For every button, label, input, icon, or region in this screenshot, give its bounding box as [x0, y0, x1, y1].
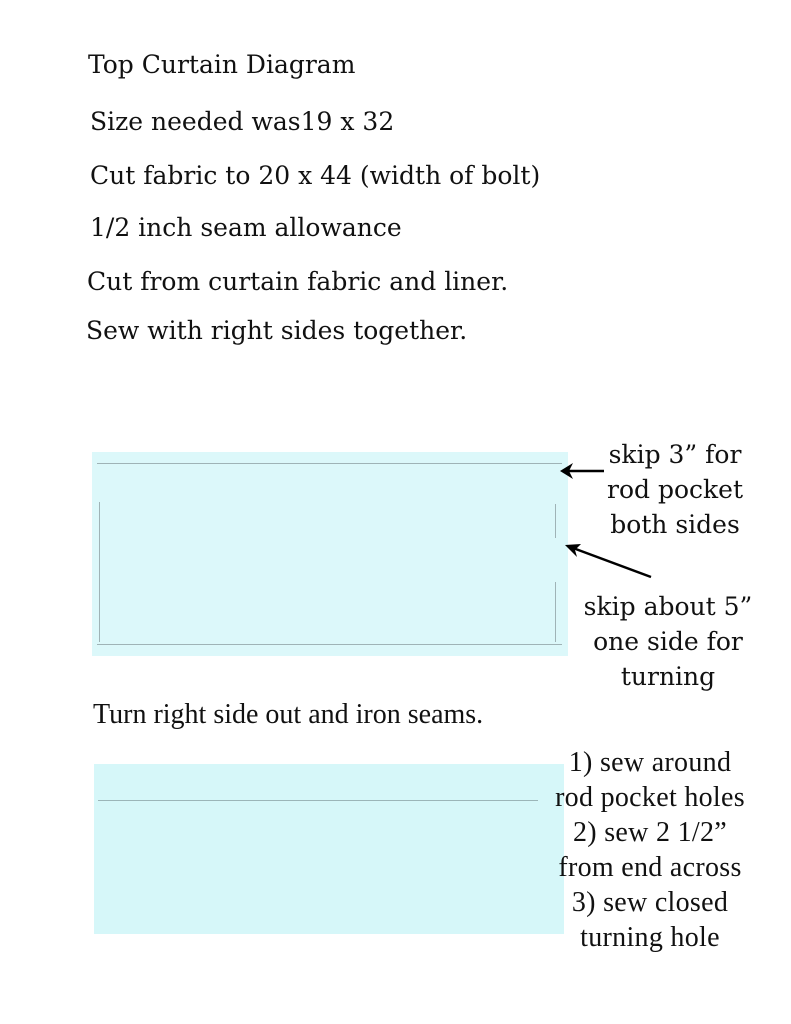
instruction-size-needed: Size needed was19 x 32 [90, 107, 395, 136]
annotation-line: skip about 5” [583, 592, 753, 621]
step-line: turning hole [580, 922, 720, 953]
page-title: Top Curtain Diagram [88, 50, 356, 79]
annotation-line: skip 3” for [608, 440, 742, 469]
bottom-seam-line [97, 644, 562, 645]
fabric-rectangle-sewn [92, 452, 568, 656]
arrow-diagonal-icon [563, 542, 655, 582]
top-seam-line [97, 463, 562, 464]
step-line: rod pocket holes [555, 782, 745, 813]
instruction-seam-allowance: 1/2 inch seam allowance [90, 213, 402, 242]
right-seam-upper [555, 504, 556, 538]
right-seam-lower [555, 582, 556, 642]
annotation-line: rod pocket [607, 475, 743, 504]
finishing-steps [520, 745, 780, 955]
left-seam-line [99, 502, 100, 642]
step-line: from end across [558, 852, 742, 883]
instruction-sew-together: Sew with right sides together. [86, 316, 468, 345]
step-line: 1) sew around [568, 747, 732, 778]
annotation-line: turning [620, 662, 716, 691]
instruction-turn-iron: Turn right side out and iron seams. [93, 699, 484, 730]
fabric-rectangle-turned [94, 764, 564, 934]
rod-pocket-seam-line [98, 800, 538, 801]
annotation-line: one side for [593, 627, 743, 656]
step-line: 2) sew 2 1/2” [573, 817, 727, 848]
annotation-turning-gap [563, 589, 773, 694]
step-line: 3) sew closed [571, 887, 729, 918]
instruction-cut-from: Cut from curtain fabric and liner. [87, 267, 509, 296]
instruction-cut-fabric: Cut fabric to 20 x 44 (width of bolt) [90, 161, 541, 190]
annotation-line: both sides [610, 510, 740, 539]
annotation-rod-pocket [590, 437, 760, 542]
